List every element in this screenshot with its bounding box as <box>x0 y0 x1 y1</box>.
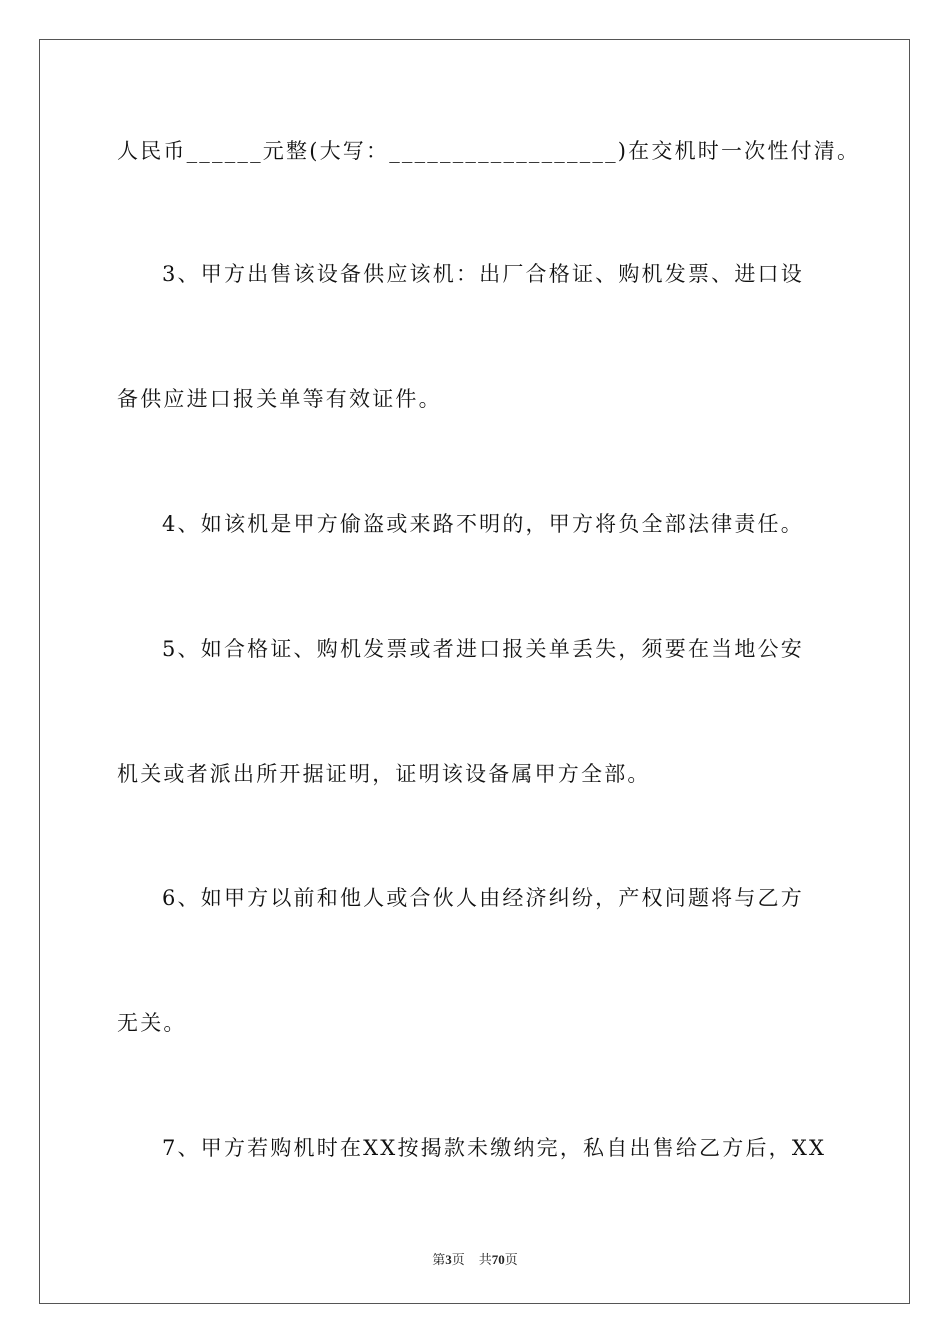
text-line-clause-4: 4、如该机是甲方偷盗或来路不明的，甲方将负全部法律责任。 <box>162 512 804 536</box>
text-line-clause-3-end: 备供应进口报关单等有效证件。 <box>117 387 442 411</box>
total-prefix: 共 <box>478 1252 492 1267</box>
page-suffix: 页 <box>451 1252 465 1267</box>
total-suffix: 页 <box>504 1252 518 1267</box>
page-footer <box>0 1249 950 1268</box>
text-line-clause-3-start: 3、甲方出售该设备供应该机：出厂合格证、购机发票、进口设 <box>162 262 804 286</box>
text-line-clause-6-end: 无关。 <box>117 1011 187 1035</box>
page-prefix: 第 <box>432 1252 446 1267</box>
current-page-number: 3 <box>445 1252 452 1267</box>
page-border <box>39 39 910 1304</box>
text-line-payment: 人民币______元整(大写：__________________)在交机时一次性付清。 <box>117 139 861 163</box>
total-pages: 70 <box>491 1252 505 1267</box>
text-line-clause-7-start: 7、甲方若购机时在XX按揭款未缴纳完，私自出售给乙方后，XX <box>162 1136 827 1160</box>
text-line-clause-5-start: 5、如合格证、购机发票或者进口报关单丢失，须要在当地公安 <box>162 637 804 661</box>
text-line-clause-5-end: 机关或者派出所开据证明，证明该设备属甲方全部。 <box>117 762 651 786</box>
text-line-clause-6-start: 6、如甲方以前和他人或合伙人由经济纠纷，产权问题将与乙方 <box>162 886 804 910</box>
